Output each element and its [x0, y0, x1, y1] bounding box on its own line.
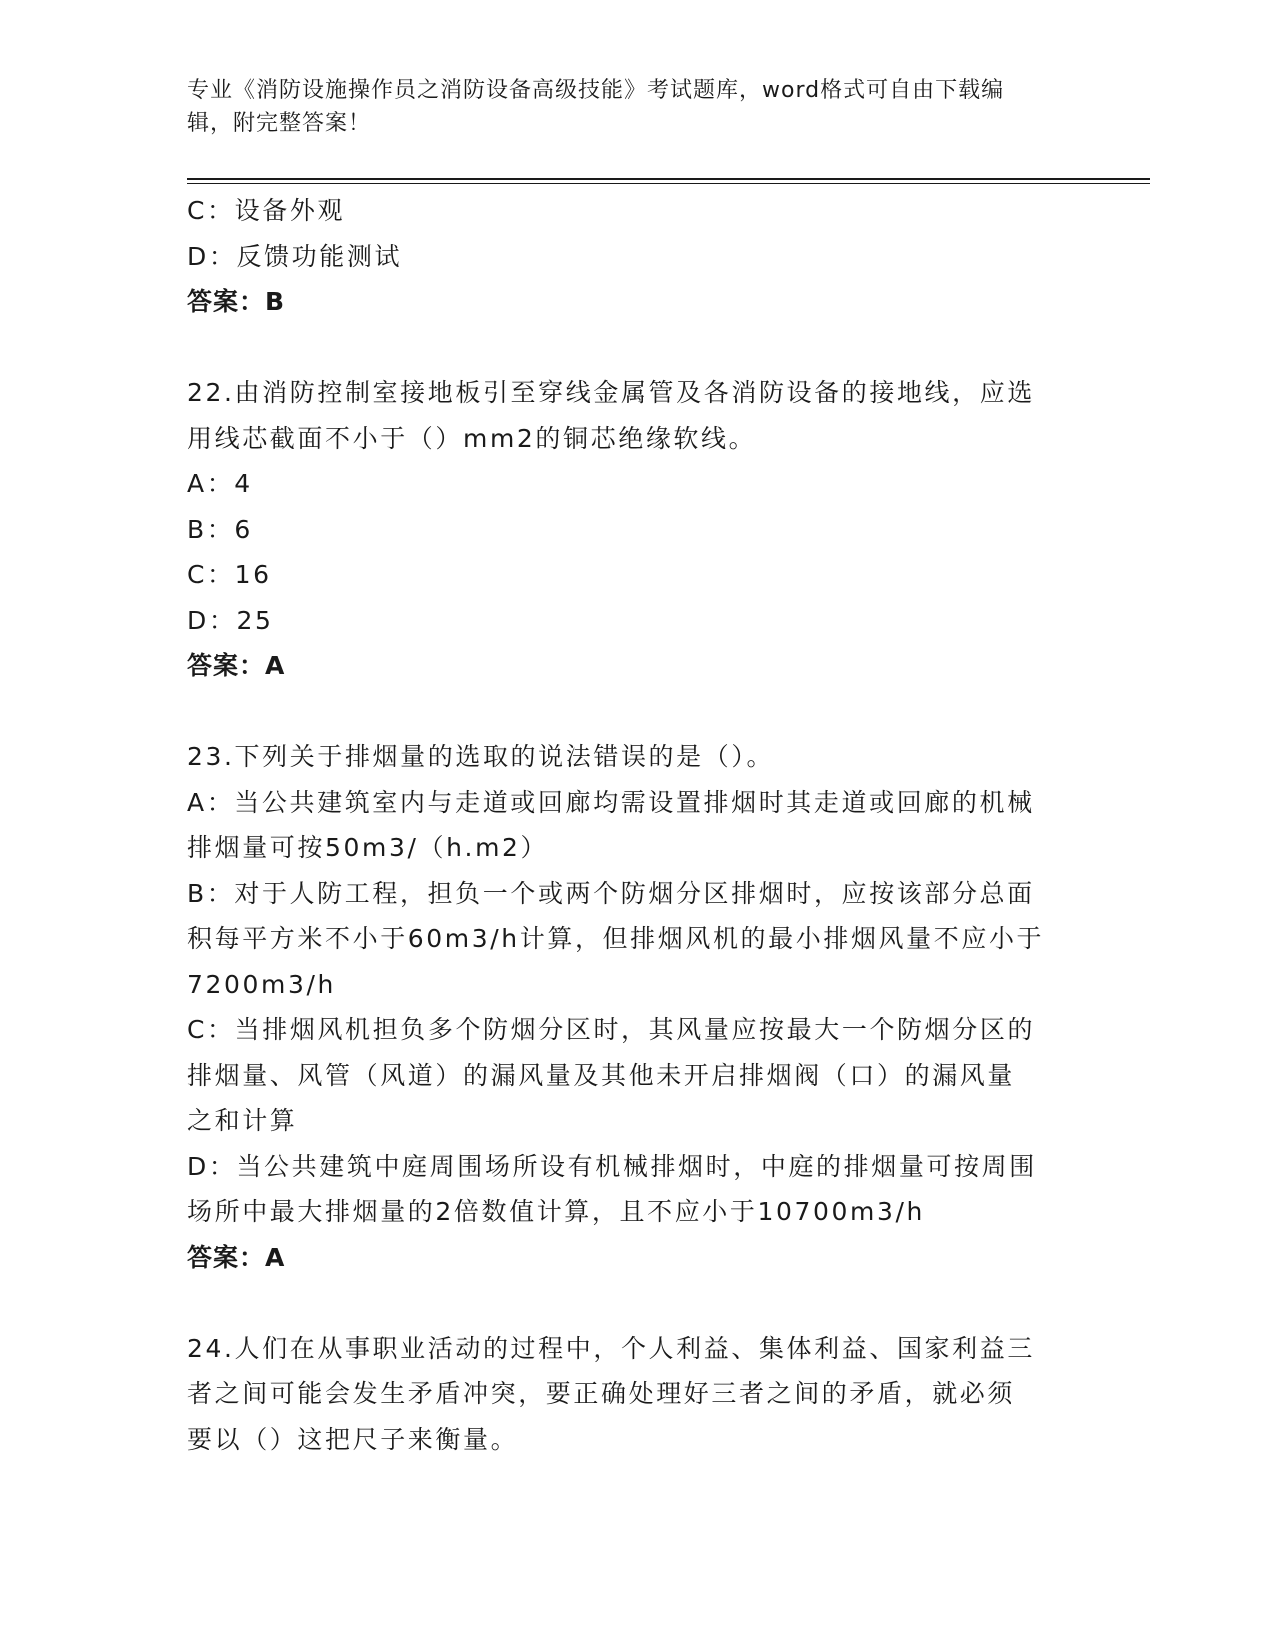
question-stem-line: 22.由消防控制室接地板引至穿线金属管及各消防设备的接地线，应选	[187, 378, 1035, 407]
question-stem-line: 者之间可能会发生矛盾冲突，要正确处理好三者之间的矛盾，就必须	[187, 1379, 1016, 1408]
spacer	[187, 1280, 1087, 1326]
document-header	[187, 74, 1087, 140]
option-a: A：4	[187, 469, 253, 498]
answer-line: 答案：A	[187, 1242, 286, 1272]
option-b-continued: 7200m3/h	[187, 969, 336, 999]
question-21-tail	[187, 188, 1087, 325]
header-line-1: 专业《消防设施操作员之消防设备高级技能》考试题库，word格式可自由下载编	[187, 78, 1005, 103]
option-a-continued: 排烟量可按50m3/（h.m2）	[187, 833, 549, 862]
option-b-continued: 积每平方米不小于60m3/h计算，但排烟风机的最小排烟风量不应小于	[187, 924, 1045, 953]
option-d-continued: 场所中最大排烟量的2倍数值计算，且不应小于10700m3/h	[187, 1197, 925, 1226]
spacer	[187, 325, 1087, 371]
spacer	[187, 689, 1087, 735]
option-d: D：反馈功能测试	[187, 241, 403, 271]
option-b: B：6	[187, 514, 253, 544]
header-divider-thick	[187, 178, 1150, 180]
question-24	[187, 1326, 1087, 1463]
question-content	[187, 188, 1087, 1462]
answer-line: 答案：B	[187, 287, 286, 316]
question-23	[187, 734, 1087, 1280]
question-stem-line: 24.人们在从事职业活动的过程中，个人利益、集体利益、国家利益三	[187, 1333, 1035, 1363]
option-a: A：当公共建筑室内与走道或回廊均需设置排烟时其走道或回廊的机械	[187, 787, 1035, 817]
question-stem-line: 要以（）这把尺子来衡量。	[187, 1424, 519, 1454]
question-stem-line: 23.下列关于排烟量的选取的说法错误的是（）。	[187, 742, 775, 771]
header-divider-thin	[187, 183, 1150, 184]
option-d: D：25	[187, 605, 274, 635]
option-c: C：设备外观	[187, 196, 346, 225]
option-c-continued: 之和计算	[187, 1106, 298, 1135]
option-d: D：当公共建筑中庭周围场所设有机械排烟时，中庭的排烟量可按周围	[187, 1151, 1037, 1181]
option-b: B：对于人防工程，担负一个或两个防烟分区排烟时，应按该部分总面	[187, 878, 1035, 908]
question-22	[187, 370, 1087, 689]
answer-line: 答案：A	[187, 651, 286, 680]
option-c: C：16	[187, 560, 272, 589]
option-c-continued: 排烟量、风管（风道）的漏风量及其他未开启排烟阀（口）的漏风量	[187, 1060, 1016, 1090]
header-line-2: 辑，附完整答案！	[187, 111, 372, 136]
question-stem-line: 用线芯截面不小于（）mm2的铜芯绝缘软线。	[187, 423, 757, 453]
option-c: C：当排烟风机担负多个防烟分区时，其风量应按最大一个防烟分区的	[187, 1015, 1036, 1044]
